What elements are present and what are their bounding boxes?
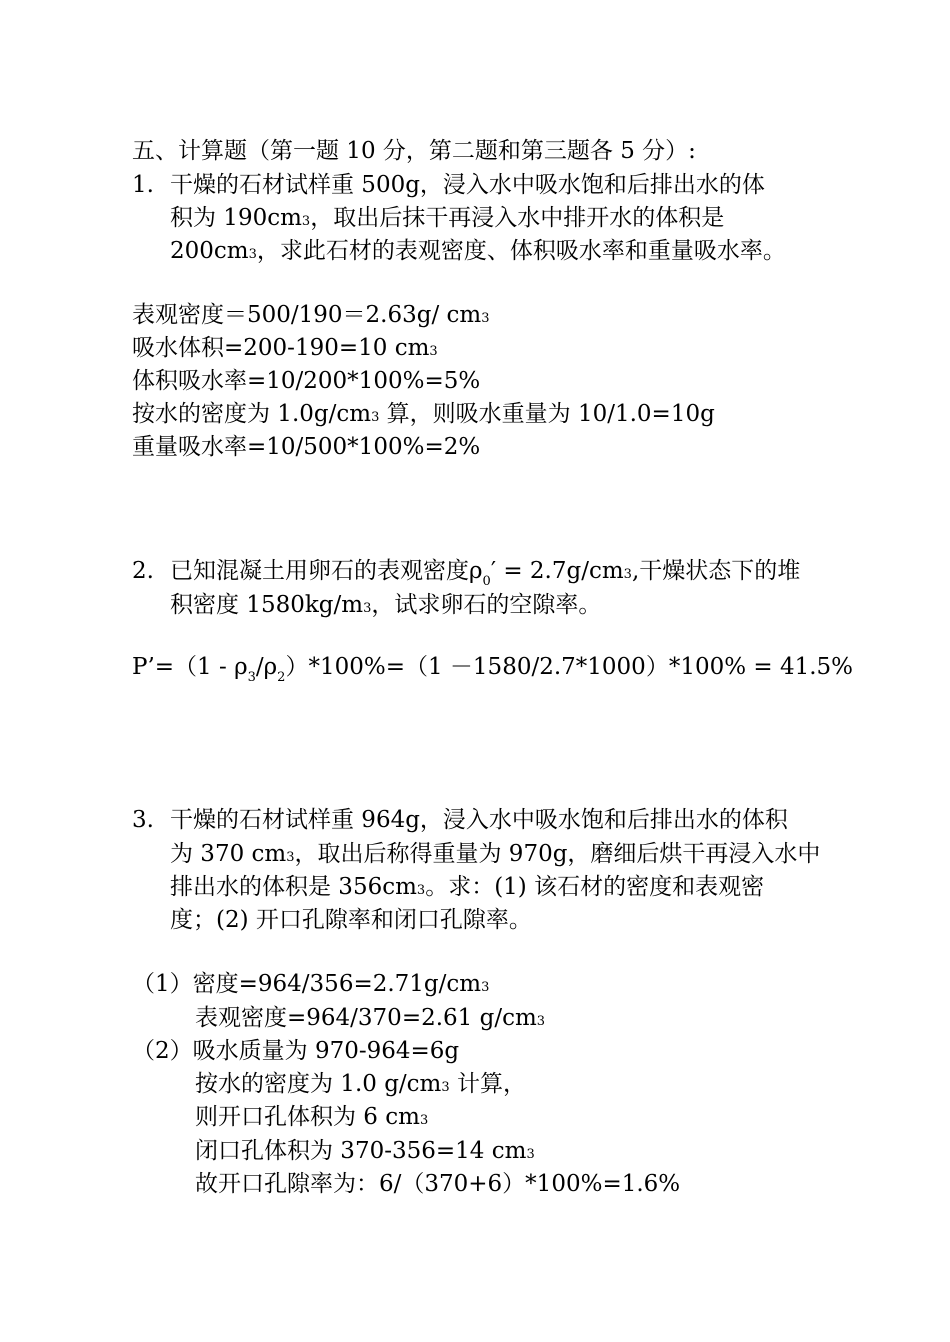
question-text: 为 370 cm3，取出后称得重量为 970g，磨细后烘干再浸入水中 [170,841,821,867]
question-number: 3. [132,807,154,833]
answer-line: 重量吸水率=10/500*100%=2% [132,434,481,460]
question-text: 干燥的石材试样重 500g，浸入水中吸水饱和后排出水的体 [170,172,765,198]
question-text: 积为 190cm3，取出后抹干再浸入水中排开水的体积是 [170,205,725,231]
answer-line: 闭口孔体积为 370-356=14 cm3 [195,1138,535,1164]
answer-line: （2）吸水质量为 970-964=6g [132,1038,460,1064]
heading: 五、计算题（第一题 10 分，第二题和第三题各 5 分）: [132,138,696,164]
answer-line: 表观密度＝500/190＝2.63g/ cm3 [132,302,490,328]
question-text: 积密度 1580kg/m3，试求卵石的空隙率。 [170,592,602,618]
question-text: 200cm3，求此石材的表观密度、体积吸水率和重量吸水率。 [170,238,786,264]
question-text: 排出水的体积是 356cm3。求：(1) 该石材的密度和表观密 [170,874,765,900]
answer-line: 吸水体积=200-190=10 cm3 [132,335,438,361]
question-text: 干燥的石材试样重 964g，浸入水中吸水饱和后排出水的体积 [170,807,788,833]
answer-line: 按水的密度为 1.0 g/cm3 计算， [195,1071,526,1097]
answer-line: 按水的密度为 1.0g/cm3 算，则吸水重量为 10/1.0=10g [132,401,715,427]
question-number: 2. [132,558,154,584]
answer-line: 表观密度=964/370=2.61 g/cm3 [195,1005,546,1031]
answer-line: 体积吸水率=10/200*100%=5% [132,368,481,394]
answer-line: （1）密度=964/356=2.71g/cm3 [132,971,490,997]
question-text: 度；(2) 开口孔隙率和闭口孔隙率。 [170,907,532,933]
answer-line: 则开口孔体积为 6 cm3 [195,1104,429,1130]
question-text: 已知混凝土用卵石的表观密度$\rho_0' = 2.7g/cm3$,干燥状态下的堆 [170,558,801,589]
answer-line: 故开口孔隙率为：6/（370+6）*100%=1.6% [195,1171,681,1197]
question-number: 1. [132,172,154,198]
answer-line: P’=（1 - $\rho_3/\rho_2)*100\%=(1 -1580/2.7*1000)*100\% = 41.5\%$ [132,654,854,685]
